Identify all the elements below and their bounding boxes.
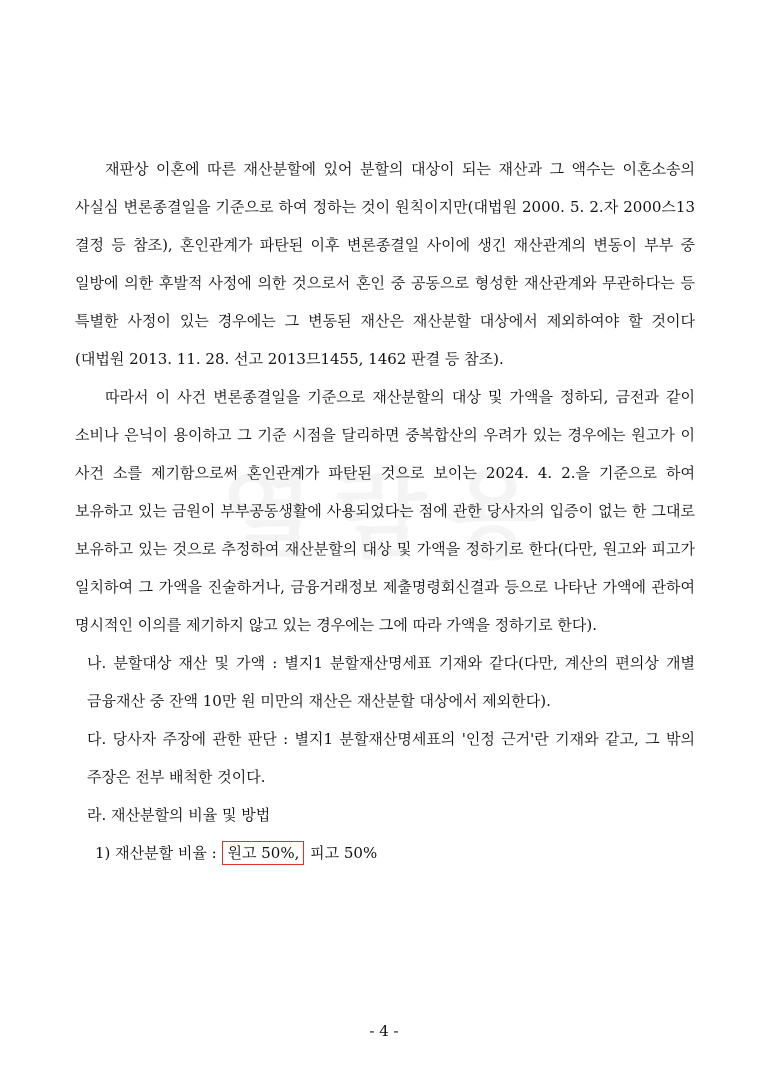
defendant-ratio: 피고 50%	[310, 844, 378, 862]
item-ratio-method-heading: 라. 재산분할의 비율 및 방법	[87, 806, 271, 824]
ratio-prefix: 1) 재산분할 비율 :	[95, 844, 217, 862]
paragraph-division-timing: 재판상 이혼에 따른 재산분할에 있어 분할의 대상이 되는 재산과 그 액수는 이혼소송의 사실심 변론종결일을 기준으로 하여 정하는 것이 원칙이지만(대법원 2000. 5. 2.자 2000스13 결정 등 참조), 혼인관계가 파탄된 이후 변론종결일 사이에 생긴 재산관계의 변동이 부부 중 일방에 의한 후발적 사정에 의한 것으로서 혼인 중 공동으로 형성한 재산관계와 무관하다는 등 특별한 사정이 있는 경우에는 그 변동된 재산은 재산분할 대상에서 제외하여야 할 것이다(대법원 2013. 11. 28. 선고 2013므1455, 1462 판결 등 참조).	[75, 160, 695, 368]
paragraph-valuation-basis: 따라서 이 사건 변론종결일을 기준으로 재산분할의 대상 및 가액을 정하되, 금전과 같이 소비나 은닉이 용이하고 그 기준 시점을 달리하면 중복합산의 우려가 있는 경우에는 원고가 이 사건 소를 제기함으로써 혼인관계가 파탄된 것으로 보이는 2024. 4. 2.을 기준으로 하여 보유하고 있는 금원이 부부공동생활에 사용되었다는 점에 관한 당사자의 입증이 없는 한 그대로 보유하고 있는 것으로 추정하여 재산분할의 대상 및 가액을 정하기로 한다(다만, 원고와 피고가 일치하여 그 가액을 진술하거나, 금융거래정보 제출명령회신결과 등으로 나타난 가액에 관하여 명시적인 이의를 제기하지 않고 있는 경우에는 그에 따라 가액을 정하기로 한다).	[75, 388, 695, 634]
plaintiff-ratio-highlight: 원고 50%,	[222, 841, 304, 865]
document-body	[75, 150, 695, 872]
item-division-property: 나. 분할대상 재산 및 가액 : 별지1 분할재산명세표 기재와 같다(다만, 계산의 편의상 개별 금융재산 중 잔액 10만 원 미만의 재산은 재산분할 대상에서 제외한다).	[87, 654, 695, 710]
page-number: - 4 -	[369, 1022, 399, 1040]
item-party-claims: 다. 당사자 주장에 관한 판단 : 별지1 분할재산명세표의 '인정 근거'란 기재와 같고, 그 밖의 주장은 전부 배척한 것이다.	[87, 730, 695, 786]
ratio-line	[75, 834, 695, 872]
